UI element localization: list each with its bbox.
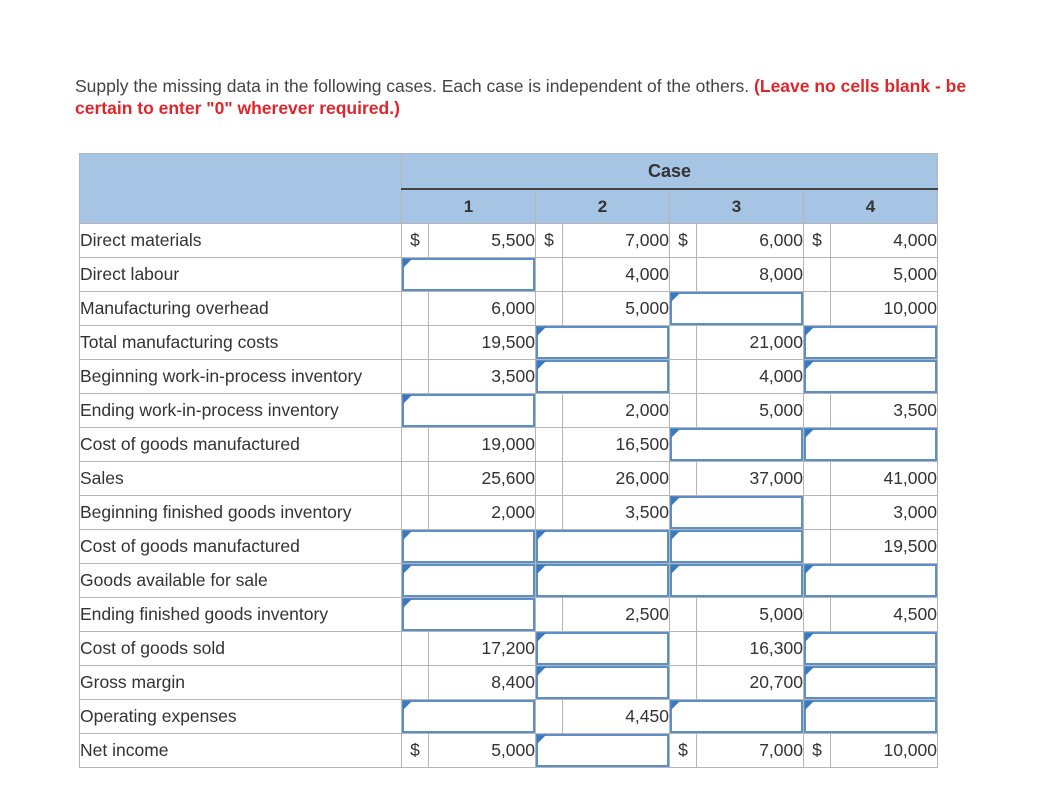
currency-symbol	[804, 258, 831, 292]
input-box[interactable]	[536, 360, 669, 393]
input-marker-icon	[805, 361, 814, 370]
value-case-4: 10,000	[831, 734, 938, 768]
currency-symbol	[670, 360, 697, 394]
table-row	[80, 258, 938, 292]
input-marker-icon	[403, 701, 412, 710]
currency-symbol	[536, 496, 563, 530]
answer-input-case-1[interactable]	[402, 564, 536, 598]
input-marker-icon	[671, 701, 680, 710]
answer-input-case-2[interactable]	[536, 360, 670, 394]
input-marker-icon	[537, 735, 546, 744]
row-label: Goods available for sale	[80, 564, 402, 598]
value-case-1: 25,600	[429, 462, 536, 496]
input-box[interactable]	[402, 530, 535, 563]
input-box[interactable]	[804, 632, 937, 665]
currency-symbol	[804, 292, 831, 326]
input-marker-icon	[537, 565, 546, 574]
instructions	[75, 75, 1015, 119]
table-row	[80, 700, 938, 734]
row-label: Total manufacturing costs	[80, 326, 402, 360]
case-col-3: 3	[670, 189, 804, 224]
case-col-2: 2	[536, 189, 670, 224]
currency-symbol: $	[670, 224, 697, 258]
value-case-1: 2,000	[429, 496, 536, 530]
value-case-4: 4,000	[831, 224, 938, 258]
input-box[interactable]	[536, 530, 669, 563]
currency-symbol: $	[402, 224, 429, 258]
input-box[interactable]	[804, 700, 937, 733]
row-label: Sales	[80, 462, 402, 496]
answer-input-case-3[interactable]	[670, 496, 804, 530]
value-case-4: 19,500	[831, 530, 938, 564]
value-case-3: 21,000	[697, 326, 804, 360]
value-case-4: 3,000	[831, 496, 938, 530]
input-box[interactable]	[402, 564, 535, 597]
input-box[interactable]	[402, 598, 535, 631]
answer-input-case-4[interactable]	[804, 666, 938, 700]
value-case-3: 7,000	[697, 734, 804, 768]
input-marker-icon	[805, 667, 814, 676]
currency-symbol	[804, 462, 831, 496]
table-row	[80, 462, 938, 496]
table-body	[80, 224, 938, 768]
input-marker-icon	[403, 599, 412, 608]
input-box[interactable]	[536, 326, 669, 359]
case-table	[79, 153, 938, 768]
currency-symbol	[670, 632, 697, 666]
answer-input-case-3[interactable]	[670, 700, 804, 734]
answer-input-case-4[interactable]	[804, 326, 938, 360]
table-row	[80, 394, 938, 428]
input-box[interactable]	[670, 700, 803, 733]
input-box[interactable]	[536, 734, 669, 767]
currency-symbol	[804, 598, 831, 632]
answer-input-case-3[interactable]	[670, 292, 804, 326]
value-case-3: 8,000	[697, 258, 804, 292]
input-marker-icon	[671, 565, 680, 574]
table-row	[80, 598, 938, 632]
table-row	[80, 224, 938, 258]
answer-input-case-4[interactable]	[804, 700, 938, 734]
value-case-2: 4,000	[563, 258, 670, 292]
row-label: Manufacturing overhead	[80, 292, 402, 326]
value-case-1: 17,200	[429, 632, 536, 666]
answer-input-case-2[interactable]	[536, 734, 670, 768]
currency-symbol	[402, 496, 429, 530]
answer-input-case-3[interactable]	[670, 530, 804, 564]
currency-symbol	[670, 394, 697, 428]
value-case-3: 16,300	[697, 632, 804, 666]
input-marker-icon	[805, 565, 814, 574]
currency-symbol: $	[804, 224, 831, 258]
answer-input-case-4[interactable]	[804, 360, 938, 394]
currency-symbol	[670, 258, 697, 292]
input-box[interactable]	[536, 666, 669, 699]
value-case-3: 37,000	[697, 462, 804, 496]
row-label: Ending finished goods inventory	[80, 598, 402, 632]
currency-symbol	[402, 292, 429, 326]
currency-symbol	[804, 530, 831, 564]
currency-symbol	[536, 598, 563, 632]
currency-symbol	[536, 428, 563, 462]
input-marker-icon	[805, 429, 814, 438]
row-label: Beginning work-in-process inventory	[80, 360, 402, 394]
instructions-text: Supply the missing data in the following cases. Each case is independent of the others.	[75, 76, 750, 96]
table-row	[80, 496, 938, 530]
value-case-1: 8,400	[429, 666, 536, 700]
input-marker-icon	[805, 701, 814, 710]
row-label: Ending work-in-process inventory	[80, 394, 402, 428]
currency-symbol	[804, 394, 831, 428]
input-marker-icon	[403, 259, 412, 268]
input-box[interactable]	[804, 564, 937, 597]
input-box[interactable]	[402, 394, 535, 427]
input-box[interactable]	[804, 360, 937, 393]
case-header: Case	[402, 154, 938, 190]
currency-symbol	[402, 462, 429, 496]
value-case-2: 5,000	[563, 292, 670, 326]
answer-input-case-2[interactable]	[536, 530, 670, 564]
value-case-4: 3,500	[831, 394, 938, 428]
row-label: Gross margin	[80, 666, 402, 700]
row-label: Operating expenses	[80, 700, 402, 734]
input-marker-icon	[537, 531, 546, 540]
answer-input-case-3[interactable]	[670, 564, 804, 598]
input-marker-icon	[537, 633, 546, 642]
input-marker-icon	[805, 327, 814, 336]
answer-input-case-4[interactable]	[804, 564, 938, 598]
input-marker-icon	[403, 531, 412, 540]
row-label: Direct materials	[80, 224, 402, 258]
input-marker-icon	[671, 429, 680, 438]
row-label: Cost of goods sold	[80, 632, 402, 666]
currency-symbol	[402, 326, 429, 360]
value-case-4: 4,500	[831, 598, 938, 632]
currency-symbol	[536, 258, 563, 292]
currency-symbol	[670, 666, 697, 700]
currency-symbol	[402, 632, 429, 666]
value-case-2: 16,500	[563, 428, 670, 462]
row-label: Cost of goods manufactured	[80, 530, 402, 564]
case-col-4: 4	[804, 189, 938, 224]
input-box[interactable]	[804, 428, 937, 461]
answer-input-case-1[interactable]	[402, 394, 536, 428]
currency-symbol	[804, 496, 831, 530]
value-case-2: 2,500	[563, 598, 670, 632]
value-case-1: 5,500	[429, 224, 536, 258]
value-case-1: 19,500	[429, 326, 536, 360]
currency-symbol	[536, 292, 563, 326]
input-box[interactable]	[670, 564, 803, 597]
input-marker-icon	[805, 633, 814, 642]
input-marker-icon	[671, 293, 680, 302]
answer-input-case-2[interactable]	[536, 564, 670, 598]
input-box[interactable]	[402, 700, 535, 733]
table-row	[80, 530, 938, 564]
input-box[interactable]	[670, 496, 803, 529]
input-box[interactable]	[670, 428, 803, 461]
input-box[interactable]	[670, 530, 803, 563]
input-box[interactable]	[804, 666, 937, 699]
table-row	[80, 666, 938, 700]
input-marker-icon	[671, 497, 680, 506]
answer-input-case-2[interactable]	[536, 632, 670, 666]
value-case-2: 7,000	[563, 224, 670, 258]
answer-input-case-4[interactable]	[804, 428, 938, 462]
currency-symbol	[536, 394, 563, 428]
table-row	[80, 360, 938, 394]
row-label: Net income	[80, 734, 402, 768]
currency-symbol	[402, 360, 429, 394]
currency-symbol: $	[670, 734, 697, 768]
value-case-2: 2,000	[563, 394, 670, 428]
required-note: (Leave no cells blank - be certain to enter "0" wherever required.)	[75, 76, 967, 118]
value-case-3: 5,000	[697, 394, 804, 428]
value-case-2: 26,000	[563, 462, 670, 496]
row-label: Beginning finished goods inventory	[80, 496, 402, 530]
input-box[interactable]	[804, 326, 937, 359]
table-row	[80, 292, 938, 326]
value-case-3: 20,700	[697, 666, 804, 700]
currency-symbol: $	[402, 734, 429, 768]
table-row	[80, 734, 938, 768]
input-marker-icon	[403, 395, 412, 404]
input-box[interactable]	[536, 564, 669, 597]
input-marker-icon	[671, 531, 680, 540]
input-marker-icon	[537, 327, 546, 336]
value-case-2: 4,450	[563, 700, 670, 734]
input-box[interactable]	[402, 258, 535, 291]
currency-symbol	[536, 700, 563, 734]
case-col-1: 1	[402, 189, 536, 224]
answer-input-case-2[interactable]	[536, 666, 670, 700]
answer-input-case-2[interactable]	[536, 326, 670, 360]
label-header	[80, 154, 402, 224]
input-marker-icon	[403, 565, 412, 574]
answer-input-case-4[interactable]	[804, 632, 938, 666]
value-case-4: 5,000	[831, 258, 938, 292]
answer-input-case-1[interactable]	[402, 530, 536, 564]
value-case-3: 4,000	[697, 360, 804, 394]
table-row	[80, 632, 938, 666]
input-marker-icon	[537, 361, 546, 370]
input-marker-icon	[537, 667, 546, 676]
table-row	[80, 326, 938, 360]
currency-symbol	[536, 462, 563, 496]
value-case-4: 41,000	[831, 462, 938, 496]
row-label: Cost of goods manufactured	[80, 428, 402, 462]
row-label: Direct labour	[80, 258, 402, 292]
currency-symbol	[670, 462, 697, 496]
currency-symbol	[670, 598, 697, 632]
currency-symbol	[670, 326, 697, 360]
value-case-3: 5,000	[697, 598, 804, 632]
value-case-1: 5,000	[429, 734, 536, 768]
currency-symbol	[402, 666, 429, 700]
currency-symbol: $	[804, 734, 831, 768]
value-case-3: 6,000	[697, 224, 804, 258]
answer-input-case-1[interactable]	[402, 598, 536, 632]
answer-input-case-1[interactable]	[402, 258, 536, 292]
value-case-4: 10,000	[831, 292, 938, 326]
value-case-1: 3,500	[429, 360, 536, 394]
currency-symbol	[402, 428, 429, 462]
table-row	[80, 428, 938, 462]
input-box[interactable]	[536, 632, 669, 665]
answer-input-case-1[interactable]	[402, 700, 536, 734]
value-case-2: 3,500	[563, 496, 670, 530]
value-case-1: 6,000	[429, 292, 536, 326]
currency-symbol: $	[536, 224, 563, 258]
table-row	[80, 564, 938, 598]
input-box[interactable]	[670, 292, 803, 325]
value-case-1: 19,000	[429, 428, 536, 462]
answer-input-case-3[interactable]	[670, 428, 804, 462]
